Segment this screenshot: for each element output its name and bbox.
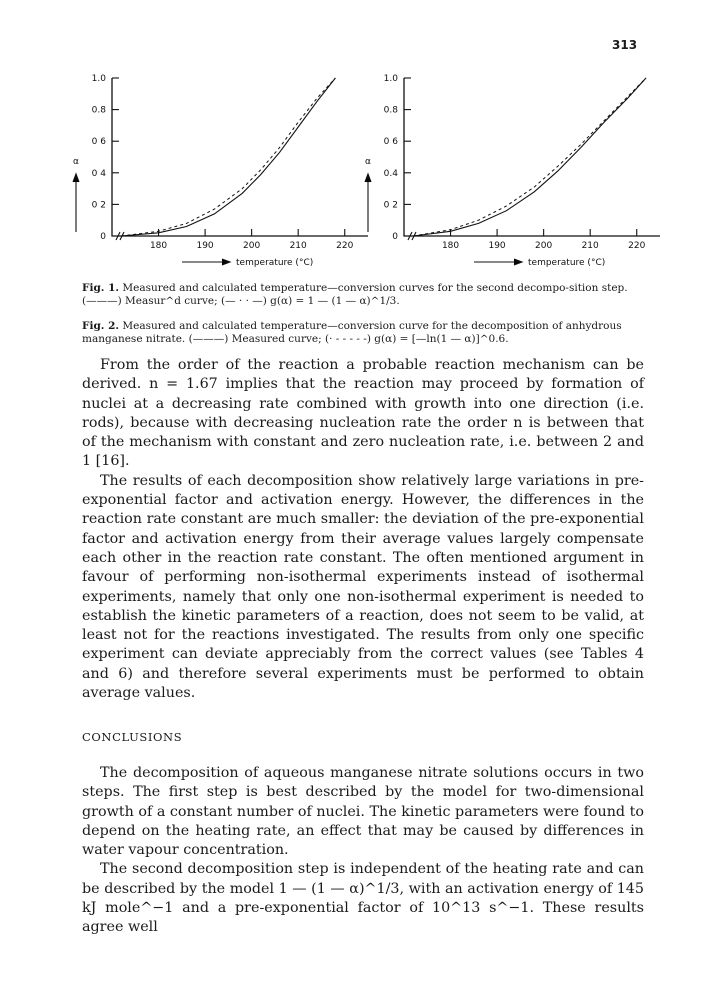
figure-1-caption-label: Fig. 1. [82,282,120,294]
figure-2 [360,58,690,278]
x-tick-label: 190 [488,241,506,251]
x-axis-arrow [474,259,522,265]
y-tick-label: 0 2 [383,200,398,211]
measured-curve [413,78,646,236]
measured-curve [121,78,335,236]
y-tick-label: 0 [100,232,106,242]
x-tick-label: 190 [196,241,214,251]
figure-2-chart [360,58,690,278]
y-tick-label: 0 6 [383,137,398,148]
x-axis-label: temperature (°C) [528,258,606,268]
y-tick-label: 0.8 [383,105,398,116]
x-tick-label: 220 [628,241,646,251]
calculated-curve [121,78,335,236]
y-tick-label: 0.8 [91,105,106,116]
y-axis-arrow [73,174,79,232]
conclusion-paragraph: The second decomposition step is independent of the heating rate and can be described by the model 1 — (1 — α)^1/3, with an activation energy of 145 kJ mole^−1 and a pre-exponential factor of 10^13 s^−1. These results agree well [82,861,644,936]
y-tick-label: 0.4 [383,168,398,179]
calculated-curve [413,78,646,236]
x-tick-label: 180 [441,241,460,251]
y-axis-label: α [73,157,79,167]
x-tick-label: 180 [149,241,168,251]
x-tick-label: 210 [289,241,307,251]
figure-1-caption [82,282,642,308]
figure-2-caption-label: Fig. 2. [82,320,120,332]
y-axis-arrow [365,174,371,232]
section-heading: CONCLUSIONS [82,730,183,744]
figure-2-caption [82,320,642,346]
axis-lines [404,78,660,236]
axis-lines [112,78,368,236]
y-tick-label: 0 [392,232,398,242]
y-tick-label: 1.0 [383,74,398,84]
y-tick-label: 0 4 [91,168,106,179]
figure-1 [68,58,398,278]
figure-2-caption-text: Measured and calculated temperature—conversion curve for the decomposition of anhydrous manganese nitrate. (———) Measured curve; (· - - - - -) g(α) = [—ln(1 — α)]^0.6. [82,320,622,345]
y-tick-label: 0 2 [91,200,106,211]
figure-1-caption-text: Measured and calculated temperature—conversion curves for the second decompo-sition step. (———) Measur^d curve; (— · · —) g(α) = 1 — (1 — α)^1/3. [82,282,628,307]
body-paragraph: The results of each decomposition show relatively large variations in pre-exponential factor and activation energy. However, the differences in the reaction rate constant are much smaller: the deviation of the pre-exponential factor and activation energy from their average values largely compensate each other in the reaction rate constant. The often mentioned argument in favour of performing non-isothermal experiments instead of isothermal experiments, namely that only one non-isothermal experiment is needed to establish the kinetic parameters of a reaction, does not seem to be valid, at least not for the reactions investigated. The results from only one specific experiment can deviate appreciably from the correct values (see Tables 4 and 6) and therefore several experiments must be performed to obtain average values. [82,472,644,702]
y-tick-label: 1.0 [91,74,106,84]
figures-row [0,58,720,278]
conclusion-paragraph: The decomposition of aqueous manganese nitrate solutions occurs in two steps. The first step is best described by the model for two-dimensional growth of a constant number of nuclei. The kinetic parameters were found to depend on the heating rate, an effect that may be caused by differences in water vapour concentration. [82,765,644,859]
figure-1-chart [68,58,398,278]
discussion-text [82,356,644,703]
body-paragraph: From the order of the reaction a probable reaction mechanism can be derived. n = 1.67 implies that the reaction may proceed by formation of nuclei at a decreasing rate combined with growth into one direction (i.e. rods), because with decreasing nucleation rate the order n is between that of the mechanism with constant and zero nucleation rate, i.e. between 2 and 1 [16]. [82,357,644,470]
y-axis-label: α [365,157,371,167]
x-axis-label: temperature (°C) [236,258,314,268]
page-number: 313 [612,38,638,52]
x-tick-label: 200 [243,241,261,251]
x-tick-label: 200 [535,241,553,251]
x-axis-arrow [182,259,230,265]
x-tick-label: 210 [581,241,599,251]
conclusions-text [82,764,644,938]
y-tick-label: 0 6 [91,137,106,148]
x-tick-label: 220 [336,241,354,251]
